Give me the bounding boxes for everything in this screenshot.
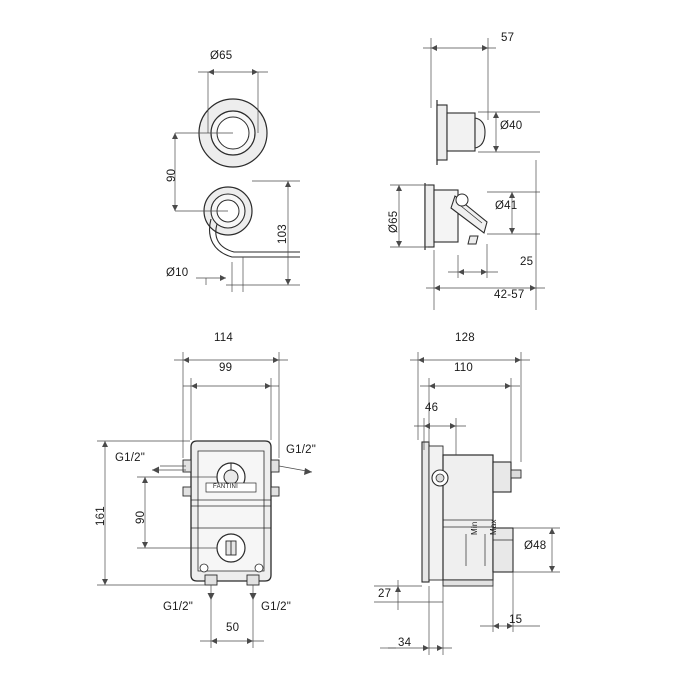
dimension-label-161: 161 [95,506,107,526]
dimension-label-90-front: 90 [166,168,178,182]
dimension-label-128: 128 [455,332,475,344]
dimension-label-103-front: 103 [277,224,289,244]
dimension-label-34: 34 [398,637,412,649]
dimension-label-dia40: Ø40 [500,120,523,132]
dimension-label-90-body: 90 [135,510,147,524]
dimension-label-99: 99 [219,362,233,374]
dimension-label-114: 114 [214,332,233,344]
dimension-label-dia65-front: Ø65 [210,50,233,62]
label-max: Max [489,519,498,535]
dimension-label-46: 46 [425,402,439,414]
dimension-label-g12-left: G1/2" [115,452,146,464]
view-rough-in-front [183,441,279,585]
dimension-label-dia41: Ø41 [495,200,518,212]
dimension-label-g12-bottom-right: G1/2" [261,601,292,613]
label-min: Min [470,521,479,535]
brand-plate-label: FANTINI [213,484,239,490]
dimension-label-27: 27 [378,588,392,600]
dimension-label-dia10-front: Ø10 [166,267,189,279]
dimension-label-g12-bottom-left: G1/2" [163,601,194,613]
dimension-label-dia65-side: Ø65 [388,210,400,233]
dimension-label-dia48: Ø48 [524,540,547,552]
dimension-label-57: 57 [501,32,515,44]
dimension-label-g12-right: G1/2" [286,444,317,456]
dimension-label-50: 50 [226,622,240,634]
dimension-label-25: 25 [520,256,534,268]
dimension-label-42-57: 42-57 [494,289,525,301]
dimension-label-15: 15 [509,614,523,626]
dimension-label-110: 110 [454,362,473,374]
